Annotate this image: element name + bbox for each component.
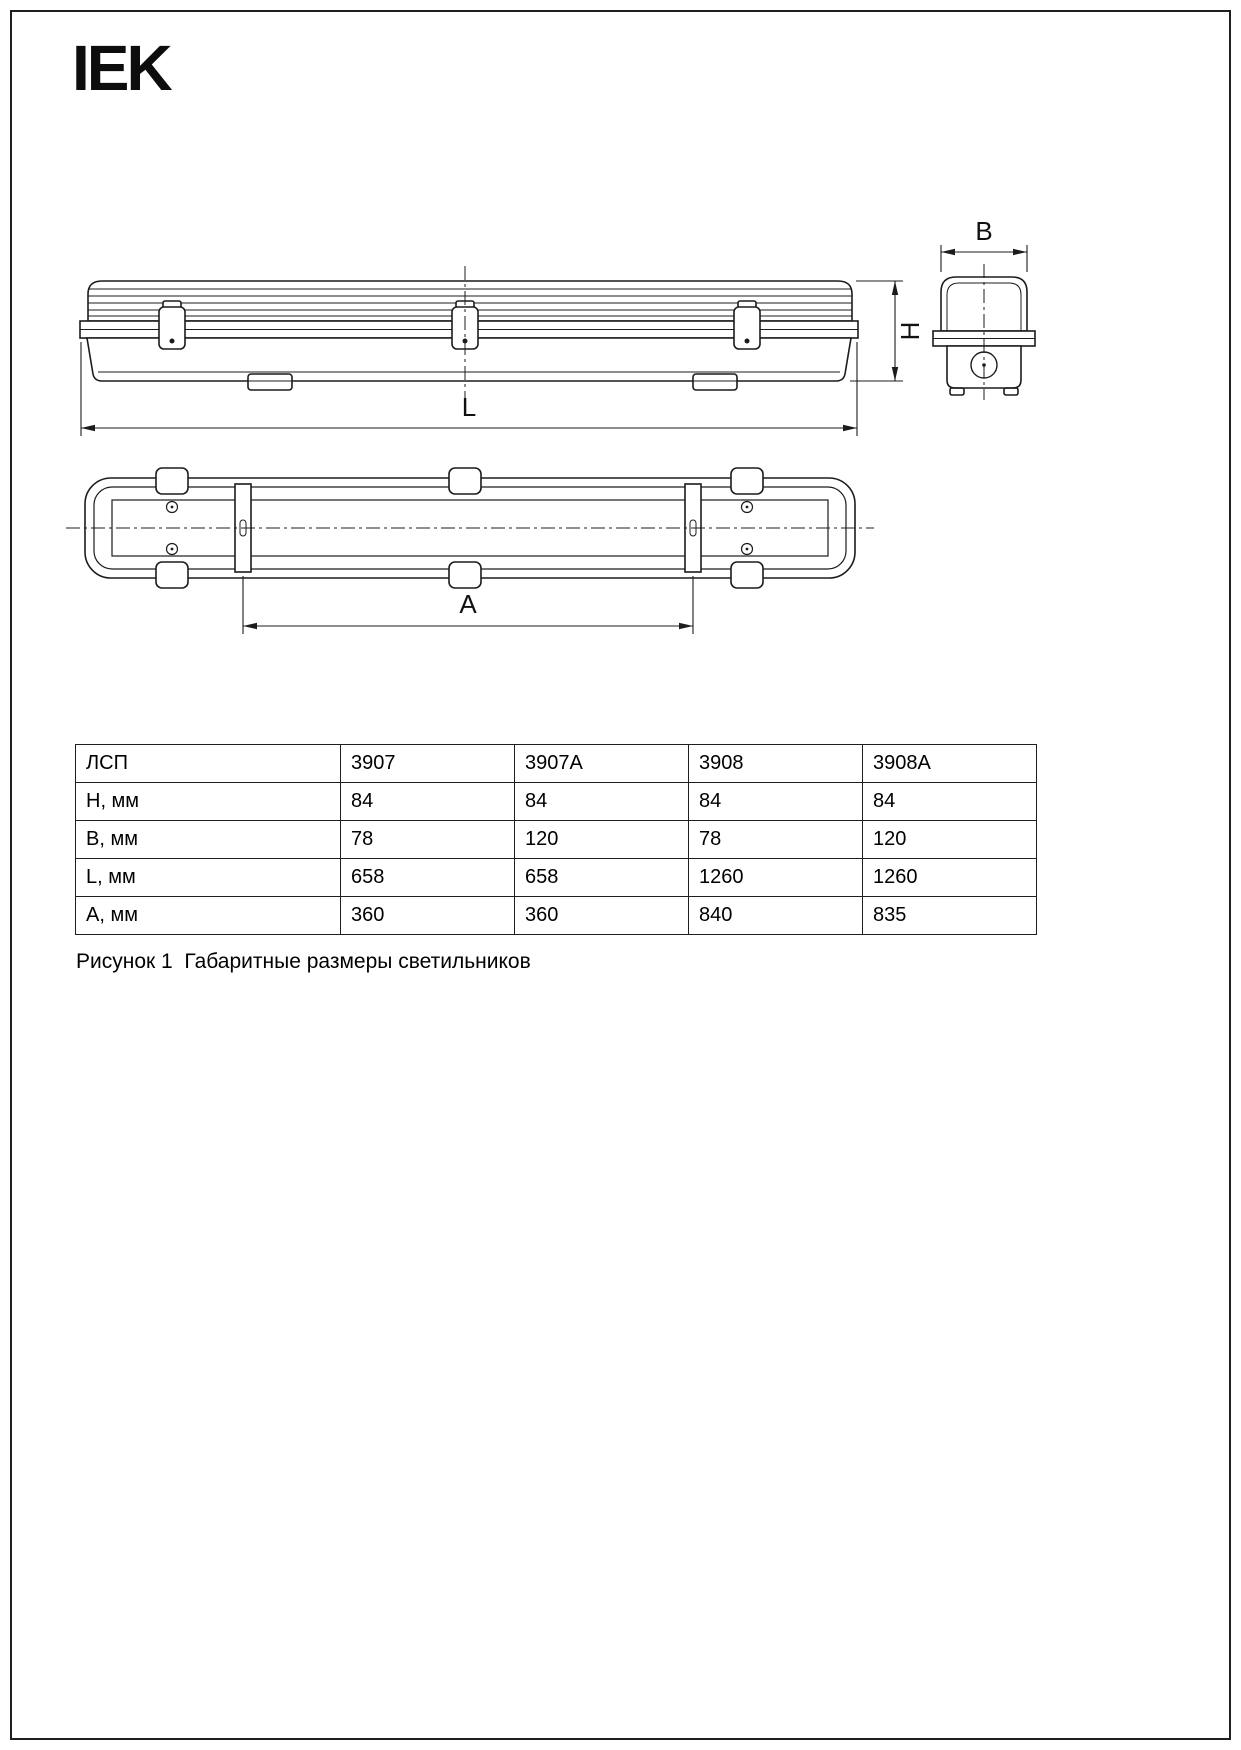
table-cell: 120 — [863, 821, 1037, 859]
table-cell: 360 — [515, 897, 689, 935]
table-cell: 840 — [689, 897, 863, 935]
table-cell: 78 — [341, 821, 515, 859]
table-row — [76, 897, 1037, 935]
table-cell: 1260 — [863, 859, 1037, 897]
side-view — [80, 266, 858, 398]
table-cell: 658 — [515, 859, 689, 897]
latch-clip — [734, 301, 760, 349]
technical-drawing — [0, 0, 1241, 700]
table-row-label: В, мм — [76, 821, 341, 859]
table-cell: 1260 — [689, 859, 863, 897]
table-row — [76, 821, 1037, 859]
table-cell: 84 — [341, 783, 515, 821]
plan-clip — [731, 562, 763, 588]
table-row — [76, 859, 1037, 897]
dim-label-h: H — [895, 321, 925, 341]
end-foot — [1004, 388, 1018, 395]
plan-clip — [731, 468, 763, 494]
table-cell: 360 — [341, 897, 515, 935]
table-cell: 658 — [341, 859, 515, 897]
figure-caption: Рисунок 1 Габаритные размеры светильников — [76, 950, 531, 973]
mounting-foot — [693, 374, 737, 390]
end-foot — [950, 388, 964, 395]
table-cell: 120 — [515, 821, 689, 859]
table-cell: 84 — [515, 783, 689, 821]
plan-clip — [156, 562, 188, 588]
table-row — [76, 745, 1037, 783]
dim-label-b: B — [975, 216, 993, 246]
table-cell: 3908А — [863, 745, 1037, 783]
iek-logo: IEK — [72, 32, 170, 104]
plan-clip — [449, 468, 481, 494]
table-cell: 3907 — [341, 745, 515, 783]
plan-clip — [449, 562, 481, 588]
mounting-foot — [248, 374, 292, 390]
end-view — [933, 264, 1035, 400]
table-cell: 3908 — [689, 745, 863, 783]
plan-view — [66, 468, 874, 588]
plan-clip — [156, 468, 188, 494]
table-cell: 84 — [689, 783, 863, 821]
dim-label-a: A — [459, 589, 477, 619]
latch-clip — [159, 301, 185, 349]
dim-label-l: L — [461, 392, 477, 422]
table-row-label: L, мм — [76, 859, 341, 897]
table-cell: 3907А — [515, 745, 689, 783]
table-row — [76, 783, 1037, 821]
table-cell: 84 — [863, 783, 1037, 821]
table-row-label: А, мм — [76, 897, 341, 935]
table-row-label: Н, мм — [76, 783, 341, 821]
dimensions-table — [75, 744, 1037, 935]
table-row-label: ЛСП — [76, 745, 341, 783]
table-cell: 835 — [863, 897, 1037, 935]
table-cell: 78 — [689, 821, 863, 859]
